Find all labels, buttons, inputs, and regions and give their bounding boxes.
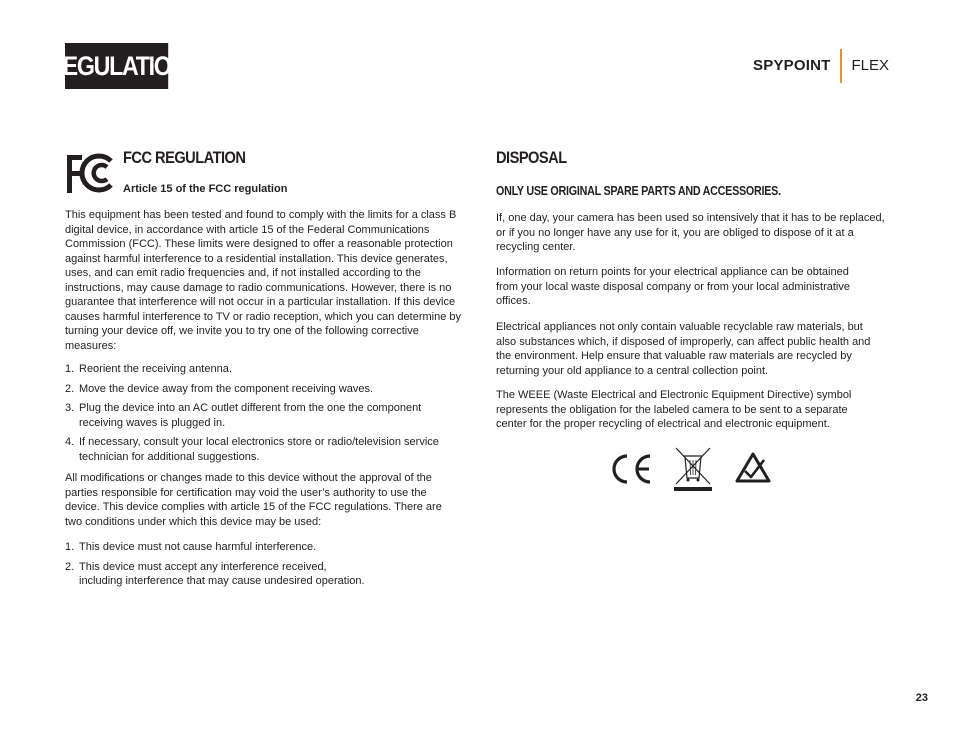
list-item-text: If necessary, consult your local electronics store or radio/television service technician for additional suggestions. — [79, 436, 439, 463]
disposal-title: DISPOSAL — [496, 148, 567, 167]
list-item-number: 1. — [65, 363, 75, 375]
disposal-subtitle: ONLY USE ORIGINAL SPARE PARTS AND ACCESSORIES. — [496, 184, 781, 198]
disposal-paragraph-4: The WEEE (Waste Electrical and Electronic Equipment Directive) symbol represents the obligation for the labeled camera to be sent to a separate center for the proper recycling of electrical and electronic equipment. — [496, 389, 852, 430]
weee-crossed-bin-icon — [672, 446, 714, 492]
disposal-paragraph-1: If, one day, your camera has been used so intensively that it has to be replaced, or if you no longer have any use for it, you are obliged to dispose of it at a recycling center. — [496, 212, 885, 253]
list-item-number: 1. — [65, 541, 75, 553]
list-item-text: Reorient the receiving antenna. — [79, 363, 232, 375]
disposal-paragraph-3: Electrical appliances not only contain valuable recyclable raw materials, but also substances which, if disposed of improperly, can affect public health and the environment. Help ensure that valuable raw materials are recycled by returning your old appliance to a central collection point. — [496, 321, 871, 377]
list-item-text: This device must not cause harmful interference. — [79, 541, 317, 553]
fcc-modifications-paragraph: All modifications or changes made to this device without the approval of the parties responsible for certification may void the user’s authority to use the device. This device complies with article 15 of the FCC regulations. There are two conditions under which this device may be used: — [65, 472, 442, 528]
conditions-list — [65, 540, 463, 589]
list-item-text-line2: including interference that may cause undesired operation. — [79, 575, 365, 587]
list-item-number: 4. — [65, 436, 75, 448]
brand-logo — [753, 48, 889, 83]
list-item — [65, 435, 463, 464]
brand-name: SPYPOINT — [753, 57, 831, 74]
fcc-title: FCC REGULATION — [123, 148, 246, 167]
fcc-intro-paragraph: This equipment has been tested and found to comply with the limits for a class B digital device, in accordance with article 15 of the Federal Communications Commission (FCC). These limits were designed to offer a reasonable protection against harmful interference to a residential installation. This device generates, uses, and can emit radio frequencies and, if not installed according to the instructions, may cause damage to radio communications. However, there is no guarantee that interference will not occur in a particular installation. If this device causes harmful interference to TV or radio reception, which you can determine by turning your device off, we invite you to try one of the following corrective measures: — [65, 209, 461, 352]
list-item — [65, 560, 463, 589]
list-item-number: 2. — [65, 560, 75, 573]
list-item — [65, 362, 463, 377]
list-item-text-line1: This device must accept any interference received, — [79, 560, 327, 573]
compliance-icons — [608, 446, 773, 492]
corrective-measures-list — [65, 362, 463, 464]
list-item — [65, 540, 463, 555]
list-item — [65, 401, 463, 430]
brand-model: FLEX — [851, 57, 889, 74]
rcm-mark-icon — [734, 451, 772, 485]
brand-separator — [840, 49, 842, 83]
list-item-number: 2. — [65, 382, 75, 395]
page-number: 23 — [915, 692, 928, 704]
disposal-paragraph-2: Information on return points for your electrical appliance can be obtained from your local waste disposal company or from your local administrative offices. — [496, 266, 850, 307]
list-item — [65, 382, 463, 397]
list-item-number: 3. — [65, 402, 75, 414]
ce-mark-icon — [608, 452, 654, 486]
list-item-text: Plug the device into an AC outlet different from the one the component receiving waves is plugged in. — [79, 402, 422, 429]
fcc-subtitle: Article 15 of the FCC regulation — [123, 183, 288, 195]
list-item-text: Move the device away from the component receiving waves. — [79, 382, 374, 395]
section-tag — [47, 43, 187, 89]
section-tag-label: REGULATION — [47, 50, 187, 81]
fcc-logo-icon — [65, 152, 115, 194]
